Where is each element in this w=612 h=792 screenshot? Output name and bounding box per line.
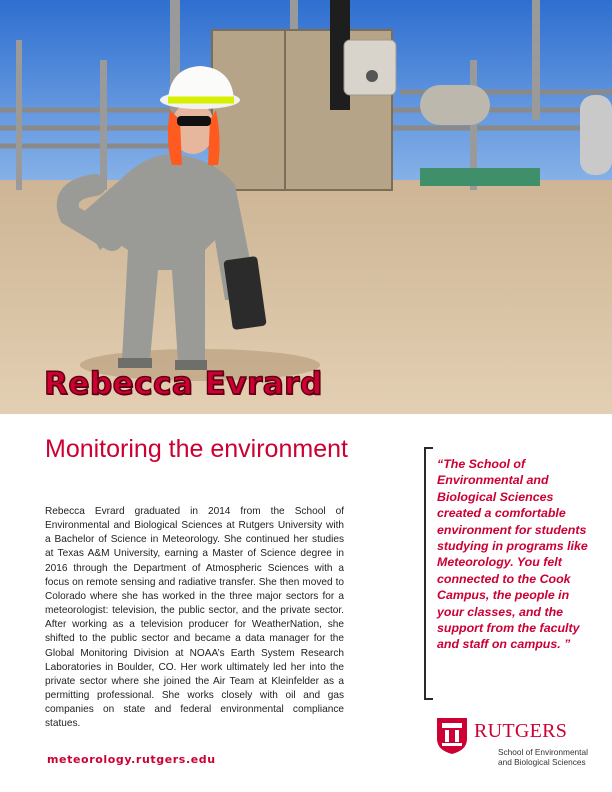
logo-school-line2: and Biological Sciences (498, 757, 586, 767)
pull-quote: “The School of Environmental and Biological Sciences created a comfortable environment for students studying in programs like Meteorology. You felt connected to the Cook Campus, the people in your classes, and the support from the faculty and staff on campus. ” (437, 457, 588, 652)
biography-text: Rebecca Evrard graduated in 2014 from the School of Environmental and Biological Sciences at Rutgers University with a Bachelor of Science in Meteorology. She continued her studies at Texas A&M University, earning a Master of Science degree in 2016 through the Department of Atmospheric Sciences with a focus on remote sensing and radiative transfer. She then moved to Colorado where she has worked in the three major sectors for a meteorologist: television, the public sector, and the private sector. After working as a television producer for WeatherNation, she shifted to the public sector and became a data manager for the Global Monitoring Division at NOAA’s Earth System Research Laboratories in Boulder, CO. Her work ultimately led her into the private sector where she joined the Air Team at Kleinfelder as a permitting professional. She works closely with oil and gas companies on state and federal environmental compliance statues. (45, 506, 344, 730)
logo-school-line1: School of Environmental (498, 747, 588, 757)
quote-bracket-top (424, 447, 433, 449)
logo-wordmark: RUTGERS (474, 720, 568, 742)
website-link[interactable]: meteorology.rutgers.edu (47, 753, 216, 766)
person-name: Rebecca Evrard (44, 366, 323, 402)
article-headline: Monitoring the environment (45, 435, 348, 463)
quote-bracket (424, 447, 426, 700)
shield-icon (436, 717, 468, 755)
quote-bracket-bottom (424, 698, 433, 700)
